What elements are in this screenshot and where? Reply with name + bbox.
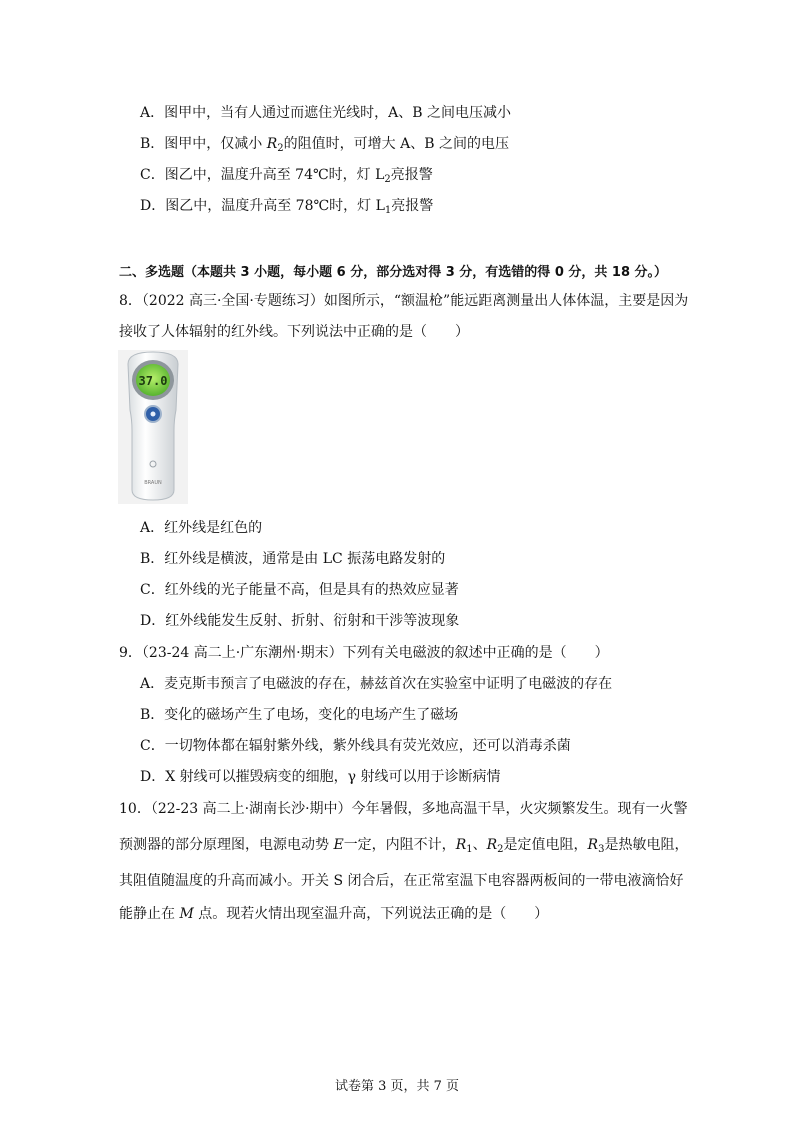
q9-option-d: D．X 射线可以摧毁病变的细胞，γ 射线可以用于诊断病情 [140, 769, 501, 785]
forehead-thermometer-image [118, 350, 188, 504]
q7-option-c: C．图乙中，温度升高至 74℃时，灯 $L_2$亮报警 [140, 167, 433, 185]
q8-option-c: C．红外线的光子能量不高，但是具有的热效应显著 [140, 582, 459, 598]
q8-stem-line1: 8．（2022 高三·全国·专题练习）如图所示，“额温枪”能远距离测量出人体体温，主要是因为 [119, 293, 689, 309]
q8-option-d: D．红外线能发生反射、折射、衍射和干涉等波现象 [140, 613, 460, 629]
q8-option-b: B．红外线是横波，通常是由 LC 振荡电路发射的 [140, 551, 446, 567]
q7-option-b: B．图甲中，仅减小 $R_2$的阻值时，可增大 A、B 之间的电压 [140, 136, 509, 154]
q9-option-c: C．一切物体都在辐射紫外线，紫外线具有荧光效应，还可以消毒杀菌 [140, 738, 571, 754]
brand-logo: BRAUN [144, 480, 162, 486]
section-heading: 二、多选题（本题共 3 小题，每小题 6 分，部分选对得 3 分，有选错的得 0 分，共 18 分。） [119, 265, 668, 280]
q10-stem-line4: 能静止在 M 点。现若火情出现室温升高，下列说法正确的是（ ） [119, 906, 549, 922]
q9-option-b: B．变化的磁场产生了电场，变化的电场产生了磁场 [140, 707, 459, 723]
q9-stem: 9．（23-24 高二上·广东潮州·期末）下列有关电磁波的叙述中正确的是（ ） [119, 645, 609, 661]
q9-option-a: A．麦克斯韦预言了电磁波的存在，赫兹首次在实验室中证明了电磁波的存在 [140, 676, 613, 692]
page-footer: 试卷第 3 页，共 7 页 [334, 1079, 460, 1094]
q8-stem-line2: 接收了人体辐射的红外线。下列说法中正确的是（ ） [119, 324, 469, 340]
thermometer-reading: 37.0 [138, 374, 168, 388]
q7-option-a: A．图甲中，当有人通过而遮住光线时，A、B 之间电压减小 [140, 105, 511, 121]
q8-option-a: A．红外线是红色的 [140, 520, 263, 536]
q10-stem-line2: 预测器的部分原理图，电源电动势 E一定，内阻不计，$R_1$、$R_2$是定值电阻，$R_3$是热敏电阻， [119, 837, 689, 855]
q10-stem-line3: 其阻值随温度的升高而减小。开关 S 闭合后，在正常室温下电容器两板间的一带电液滴恰好 [119, 873, 684, 889]
q10-stem-line1: 10．（22-23 高二上·湖南长沙·期中）今年暑假，多地高温干旱，火灾频繁发生。现有一火警 [119, 801, 688, 817]
q7-option-d: D．图乙中，温度升高至 78℃时，灯 $L_1$亮报警 [140, 198, 434, 216]
